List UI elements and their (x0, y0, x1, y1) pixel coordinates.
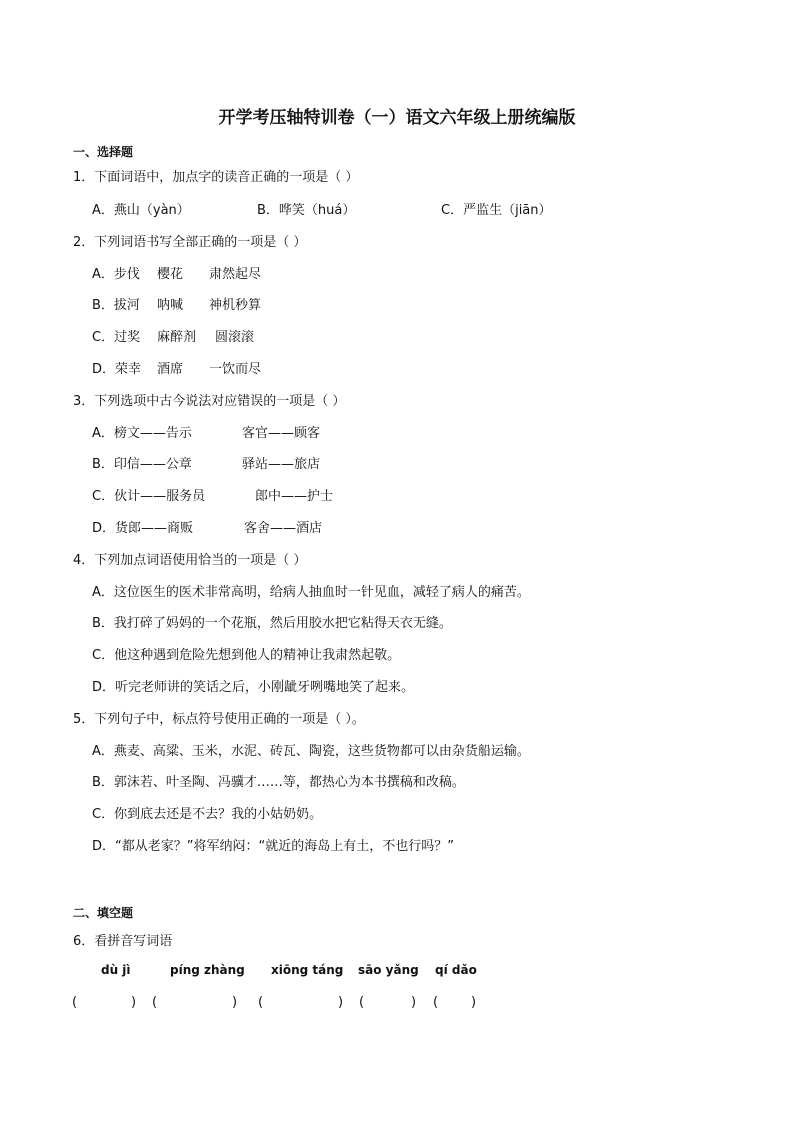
question-2-option-b-word2: 呐喊 (157, 298, 184, 313)
question-3-option-a-pair2: 客官——顾客 (242, 426, 321, 441)
question-2-option-b-word3: 神机秒算 (209, 298, 262, 313)
question-3-option-d-pair2: 客舍——酒店 (244, 521, 323, 536)
pinyin-5: qí dǎo (435, 963, 477, 977)
question-2-stem: 2．下列词语书写全部正确的一项是（ ） (73, 235, 307, 250)
question-5-option-b: B．郭沫若、叶圣陶、冯骥才……等，都热心为本书撰稿和改稿。 (92, 775, 465, 790)
question-4-option-d: D．听完老师讲的笑话之后，小刚龇牙咧嘴地笑了起来。 (92, 680, 415, 695)
question-5-option-d: D．“都从老家？”将军纳闷：“就近的海岛上有土，不也行吗？” (92, 839, 454, 854)
question-2-option-d-word3: 一饮而尽 (209, 362, 262, 377)
pinyin-2: píng zhàng (170, 963, 245, 977)
section-heading-choice: 一、选择题 (73, 145, 134, 159)
question-2-option-c-word3: 圆滚滚 (215, 330, 255, 345)
question-3-option-b: B．印信——公章 (92, 457, 192, 472)
question-3-option-c: C．伙计——服务员 (92, 489, 206, 504)
question-6-stem: 6．看拼音写词语 (73, 934, 173, 949)
page-title: 开学考压轴特训卷（一）语文六年级上册统编版 (218, 108, 576, 128)
question-5-option-a: A．燕麦、高粱、玉米，水泥、砖瓦、陶瓷，这些货物都可以由杂货船运输。 (92, 744, 530, 759)
section-heading-fill: 二、填空题 (73, 906, 134, 920)
question-2-option-a-word2: 樱花 (157, 267, 184, 282)
question-4-stem: 4．下列加点词语使用恰当的一项是（ ） (73, 553, 307, 568)
question-5-stem: 5．下列句子中，标点符号使用正确的一项是（ ）。 (73, 712, 365, 727)
question-1-option-c: C．严监生（jiān） (441, 203, 552, 218)
pinyin-1: dù jì (101, 963, 131, 977)
question-2-option-c: C．过奖 (92, 330, 141, 345)
question-2-option-c-word2: 麻醉剂 (157, 330, 197, 345)
question-2-option-a: A．步伐 (92, 267, 140, 282)
pinyin-4: sāo yǎng (358, 963, 419, 977)
question-3-option-c-pair2: 郎中——护士 (255, 489, 334, 504)
question-1-stem: 1．下面词语中，加点字的读音正确的一项是（ ） (73, 170, 359, 185)
question-5-option-c: C．你到底去还是不去？我的小姑奶奶。 (92, 807, 323, 822)
question-4-option-c: C．他这种遇到危险先想到他人的精神让我肃然起敬。 (92, 648, 401, 663)
question-3-option-d: D．货郎——商贩 (92, 521, 194, 536)
question-3-option-a: A．榜文——告示 (92, 426, 192, 441)
question-2-option-d: D．荣幸 (92, 362, 142, 377)
question-2-option-a-word3: 肃然起尽 (209, 267, 262, 282)
question-3-stem: 3．下列选项中古今说法对应错误的一项是（ ） (73, 394, 346, 409)
question-2-option-b: B．拔河 (92, 298, 140, 313)
question-3-option-b-pair2: 驿站——旅店 (242, 457, 321, 472)
question-4-option-a: A．这位医生的医术非常高明，给病人抽血时一针见血，减轻了病人的痛苦。 (92, 585, 530, 600)
question-1-option-a: A．燕山（yàn） (92, 203, 190, 218)
question-1-option-b: B．哗笑（huá） (257, 203, 356, 218)
pinyin-3: xiōng táng (271, 963, 344, 977)
question-2-option-d-word2: 酒席 (157, 362, 184, 377)
question-4-option-b: B．我打碎了妈妈的一个花瓶，然后用胶水把它粘得天衣无缝。 (92, 616, 452, 631)
